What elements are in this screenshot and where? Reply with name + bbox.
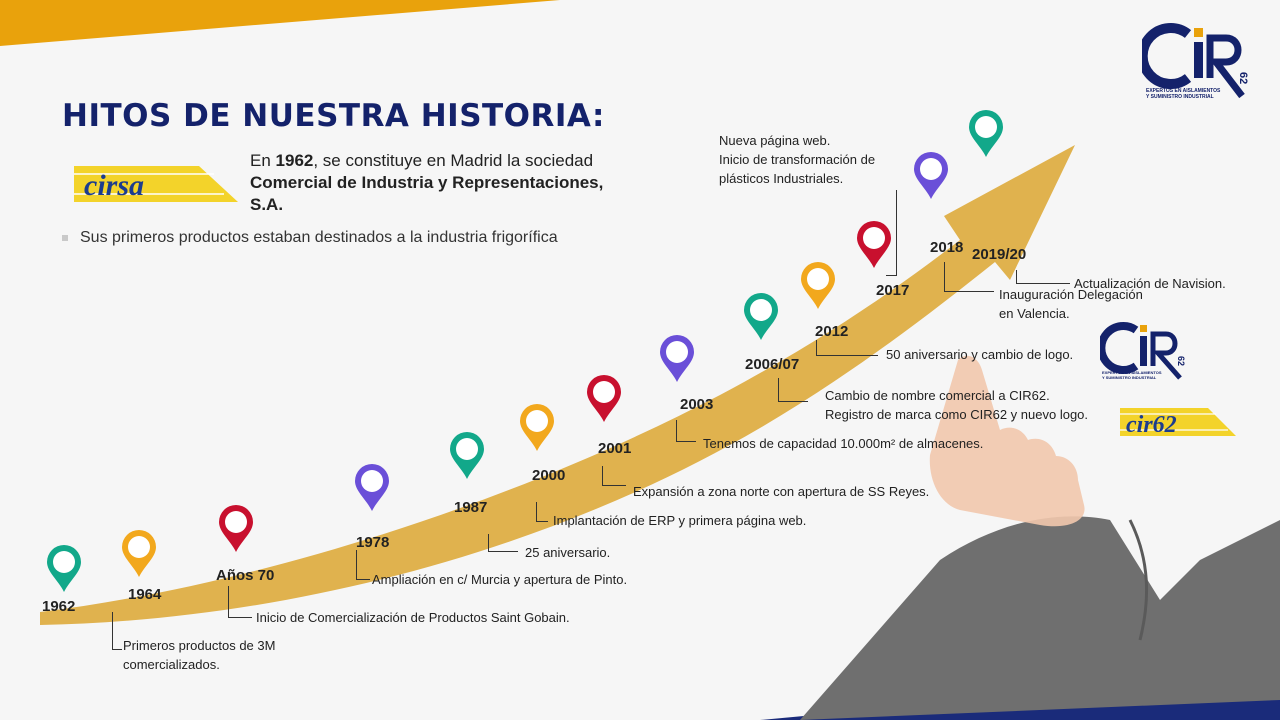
year-label-1987: 1987 bbox=[454, 499, 488, 516]
connector-2018 bbox=[944, 262, 945, 292]
connector-2017 bbox=[896, 190, 897, 276]
page-title: HITOS DE NUESTRA HISTORIA: bbox=[62, 98, 605, 134]
map-pin-icon bbox=[520, 404, 554, 451]
connector-2019 bbox=[1016, 270, 1017, 284]
connector-2017-h bbox=[886, 275, 896, 276]
intro-company: Comercial de Industria y Representaciones, S.A. bbox=[250, 173, 604, 214]
event-2012: 50 aniversario y cambio de logo. bbox=[886, 347, 1074, 362]
map-pin-icon bbox=[47, 545, 81, 592]
connector-2012 bbox=[816, 340, 817, 356]
cir62-main-number: 62 bbox=[1237, 72, 1249, 85]
year-label-1964: 1964 bbox=[128, 586, 162, 603]
map-pin-icon bbox=[801, 262, 835, 309]
connector-2006 bbox=[778, 378, 779, 402]
map-pin-icon bbox=[355, 464, 389, 511]
event-2006-07-line-2: Registro de marca como CIR62 y nuevo logo. bbox=[825, 407, 1089, 422]
event-2018-line-1: Inauguración Delegación bbox=[999, 287, 1143, 302]
cir62-small-number: 62 bbox=[1176, 356, 1186, 367]
cirsa-logo-text: cirsa bbox=[84, 169, 144, 202]
cir62-small-tagline-1: EXPERTOS EN AISLAMIENTOS bbox=[1102, 370, 1162, 375]
year-label-2003: 2003 bbox=[680, 396, 714, 413]
connector-2003-h bbox=[676, 441, 696, 442]
connector-2003 bbox=[676, 420, 677, 442]
connector-anos70 bbox=[228, 586, 229, 618]
connector-2012-h bbox=[816, 355, 878, 356]
map-pin-center bbox=[863, 227, 885, 249]
connector-anos70-h bbox=[228, 617, 252, 618]
connector-1987-h bbox=[488, 551, 518, 552]
map-pin-icon bbox=[914, 152, 948, 199]
connector-2019-h bbox=[1016, 283, 1070, 284]
map-pin-center bbox=[361, 470, 383, 492]
event-2017-line-1: Nueva página web. bbox=[719, 133, 831, 148]
map-pin-center bbox=[128, 536, 150, 558]
map-pin-center bbox=[53, 551, 75, 573]
year-label-anos70: Años 70 bbox=[216, 567, 275, 584]
connector-2006-h bbox=[778, 401, 808, 402]
map-pin-center bbox=[526, 410, 548, 432]
cir62-main-tagline-1: EXPERTOS EN AISLAMIENTOS bbox=[1146, 88, 1221, 94]
map-pin-icon bbox=[744, 293, 778, 340]
intro-middle: , se constituye en Madrid la sociedad bbox=[313, 151, 594, 170]
map-pin-center bbox=[920, 158, 942, 180]
map-pin-center bbox=[593, 381, 615, 403]
connector-1987 bbox=[488, 534, 489, 552]
map-pin-icon bbox=[450, 432, 484, 479]
connector-1962-h bbox=[112, 649, 122, 650]
year-label-2006-07: 2006/07 bbox=[745, 356, 800, 373]
event-1962-line-1: Primeros productos de 3M bbox=[123, 638, 276, 653]
connector-2018-h bbox=[944, 291, 994, 292]
event-2019-20: Actualización de Navision. bbox=[1074, 276, 1226, 291]
map-pin-center bbox=[666, 341, 688, 363]
event-2000: Implantación de ERP y primera página web. bbox=[553, 513, 807, 528]
event-2017 bbox=[719, 131, 875, 188]
map-pin-center bbox=[750, 299, 772, 321]
year-label-2001: 2001 bbox=[598, 440, 632, 457]
event-1962 bbox=[123, 636, 275, 674]
map-pin-icon bbox=[660, 335, 694, 382]
event-2003: Tenemos de capacidad 10.000m² de almacenes. bbox=[703, 436, 984, 451]
map-pin-icon bbox=[219, 505, 253, 552]
map-pin-center bbox=[807, 268, 829, 290]
year-label-1962: 1962 bbox=[42, 598, 76, 615]
cir62-main-tagline-2: Y SUMINISTRO INDUSTRIAL bbox=[1146, 94, 1214, 100]
event-1978: Ampliación en c/ Murcia y apertura de Pinto. bbox=[372, 572, 628, 587]
year-label-2018: 2018 bbox=[930, 239, 964, 256]
map-pin-center bbox=[456, 438, 478, 460]
intro-year: 1962 bbox=[275, 151, 314, 170]
connector-1962 bbox=[112, 612, 113, 650]
event-1962-line-2: comercializados. bbox=[123, 657, 220, 672]
event-2018-line-2: en Valencia. bbox=[999, 306, 1070, 321]
bullet-text: Sus primeros productos estaban destinados a la industria frigorífica bbox=[80, 229, 558, 246]
connector-2001-h bbox=[602, 485, 626, 486]
map-pin-center bbox=[225, 511, 247, 533]
event-anos70: Inicio de Comercialización de Productos Saint Gobain. bbox=[256, 610, 570, 625]
connector-1978-h bbox=[356, 579, 370, 580]
year-label-2019-20: 2019/20 bbox=[972, 246, 1027, 263]
map-pin-icon bbox=[857, 221, 891, 268]
year-label-2012: 2012 bbox=[815, 323, 849, 340]
connector-2000 bbox=[536, 502, 537, 522]
connector-1978 bbox=[356, 550, 357, 580]
connector-2000-h bbox=[536, 521, 548, 522]
year-label-2017: 2017 bbox=[876, 282, 910, 299]
event-2001: Expansión a zona norte con apertura de SS Reyes. bbox=[633, 484, 930, 499]
map-pin-icon bbox=[122, 530, 156, 577]
event-2017-line-2: Inicio de transformación de bbox=[719, 152, 876, 167]
event-1987: 25 aniversario. bbox=[525, 545, 611, 560]
map-pin-icon bbox=[587, 375, 621, 422]
year-label-1978: 1978 bbox=[356, 534, 390, 551]
map-pin-icon bbox=[969, 110, 1003, 157]
year-label-2000: 2000 bbox=[532, 467, 566, 484]
cir62-yellow-logo-text: cir62 bbox=[1126, 412, 1177, 438]
event-2017-line-3: plásticos Industriales. bbox=[719, 171, 844, 186]
intro-prefix: En bbox=[250, 151, 276, 170]
event-2006-07 bbox=[825, 386, 1088, 424]
cir62-small-tagline-2: Y SUMINISTRO INDUSTRIAL bbox=[1102, 375, 1157, 380]
connector-2001 bbox=[602, 466, 603, 486]
event-2006-07-line-1: Cambio de nombre comercial a CIR62. bbox=[825, 388, 1050, 403]
map-pin-center bbox=[975, 116, 997, 138]
